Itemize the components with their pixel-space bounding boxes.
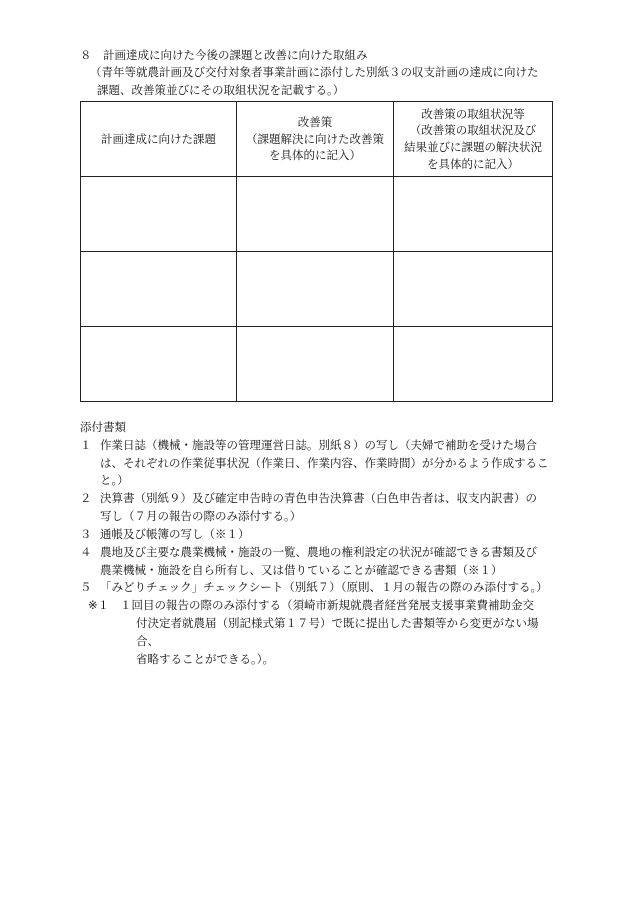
plan-table-header-row <box>81 102 553 177</box>
header-measures-line: を具体的に記入） <box>269 148 361 163</box>
table-cell-issue[interactable] <box>81 177 237 252</box>
attachments-section <box>80 419 560 668</box>
attachment-item-1 <box>80 437 560 490</box>
header-progress-line: 改善策の取組状況等 <box>421 106 525 121</box>
table-row <box>81 252 553 327</box>
header-issues <box>81 102 237 177</box>
note-text <box>120 597 560 668</box>
attachment-line: 農業機械・施設を自ら所有し、又は借りていることが確認できる書類（※１） <box>100 562 503 577</box>
table-cell-measure[interactable] <box>237 177 394 252</box>
table-cell-progress[interactable] <box>394 252 553 327</box>
header-progress <box>394 102 553 177</box>
note-line: １回目の報告の際のみ添付する（須崎市新規就農者経営発展支援事業費補助金交 <box>120 598 534 613</box>
header-measures-line: （課題解決に向けた改善策 <box>246 131 384 146</box>
note-line: 付決定者就農届（別記様式第１７号）で既に提出した書類等から変更がない場合、 <box>136 615 539 648</box>
note-line: 省略することができる。）。 <box>136 651 274 666</box>
header-progress-line: 結果並びに課題の解決状況 <box>404 140 542 154</box>
section-8-note-line: 課題、改善策並びにその取組状況を記載する。） <box>97 82 345 97</box>
header-measures <box>237 102 394 177</box>
table-row <box>81 177 553 252</box>
table-cell-progress[interactable] <box>394 327 553 402</box>
attachment-text <box>100 437 560 490</box>
attachment-text <box>100 490 560 526</box>
attachment-number: ４ <box>80 544 92 559</box>
attachment-line: は、それぞれの作業従事状況（作業日、作業内容、作業時間）が分かるよう作成するこ <box>100 455 549 470</box>
attachment-text <box>100 579 560 597</box>
attachment-item-3 <box>80 526 560 544</box>
attachment-text <box>100 526 560 544</box>
attachment-number: ５ <box>80 580 92 595</box>
section-8-heading: ８ 計画達成に向けた今後の課題と改善に向けた取組み <box>80 48 368 62</box>
table-cell-issue[interactable] <box>81 327 237 402</box>
table-cell-measure[interactable] <box>237 327 394 402</box>
table-cell-measure[interactable] <box>237 252 394 327</box>
header-progress-line: を具体的に記入） <box>427 156 519 171</box>
header-progress-line: （改善策の取組状況及び <box>409 123 537 138</box>
table-cell-progress[interactable] <box>394 177 553 252</box>
attachment-note <box>88 597 560 668</box>
attachment-number: ３ <box>80 526 92 541</box>
attachment-line: 作業日誌（機械・施設等の管理運営日誌。別紙８）の写し（夫婦で補助を受けた場合 <box>100 437 537 452</box>
attachment-item-2 <box>80 490 560 526</box>
attachment-item-4 <box>80 544 560 580</box>
attachment-line: 通帳及び帳簿の写し（※１） <box>100 526 250 541</box>
plan-table <box>80 101 553 402</box>
attachment-item-5 <box>80 579 560 597</box>
table-row <box>81 327 553 402</box>
section-8-note-line: （青年等就農計画及び交付対象者事業計画に添付した別紙３の収支計画の達成に向けた <box>90 65 539 79</box>
attachment-line: 写し（７月の報告の際のみ添付する。） <box>100 509 302 524</box>
section-8-note <box>90 64 567 100</box>
header-issues-line: 計画達成に向けた課題 <box>101 131 216 146</box>
attachment-line: 決算書（別紙９）及び確定申告時の青色申告決算書（白色申告者は、収支内訳書）の <box>100 491 537 506</box>
attachment-text <box>100 544 560 580</box>
attachments-title: 添付書類 <box>80 420 126 434</box>
attachment-line: と。） <box>100 473 129 488</box>
attachment-line: 「みどりチェック」チェックシート（別紙７）（原則、１月の報告の際のみ添付する。） <box>100 580 548 595</box>
header-measures-line: 改善策 <box>297 114 333 129</box>
attachment-number: １ <box>80 437 92 452</box>
table-cell-issue[interactable] <box>81 252 237 327</box>
attachment-number: ２ <box>80 491 92 506</box>
note-mark: ※１ <box>88 598 110 613</box>
attachment-line: 農地及び主要な農業機械・施設の一覧、農地の権利設定の状況が確認できる書類及び <box>100 544 537 559</box>
